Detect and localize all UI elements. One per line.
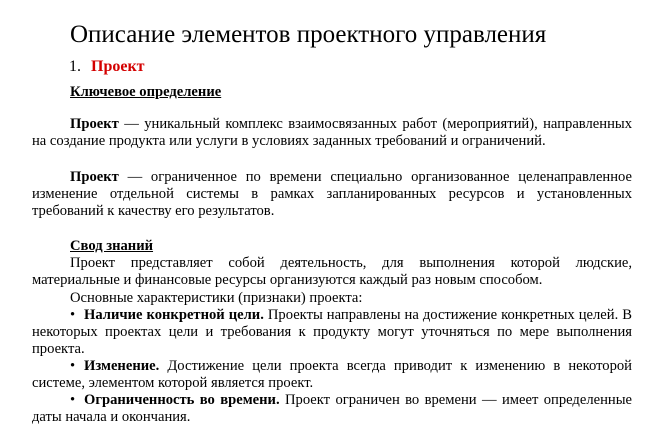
bullet-term-2: Изменение. [84,358,160,374]
section-name: Проект [91,58,145,75]
bullet-icon: • [70,358,76,374]
bullet-icon: • [70,307,76,323]
page-title: Описание элементов проектного управления [70,21,547,48]
definition-text-2: — ограниченное по времени специально организованное целенаправленное изменение отдельной системы в рамках запланированных ресурсов и установленных требований к качеству его результатов. [32,169,632,219]
bullet-icon: • [70,392,76,408]
definition-term-1: Проект [70,116,119,132]
knowledge-intro [32,255,632,289]
definition-text-1: — уникальный комплекс взаимосвязанных работ (мероприятий), направленных на создание продукта или услуги в условиях заданных требований и ограничений. [32,116,632,149]
bullet-text-1: Проекты направлены на достижение конкретных целей. В некоторых проектах цели и требования к продукту могут уточняться по мере выполнения проекта. [32,307,633,357]
definition-term-2: Проект [70,169,119,185]
characteristics-label [32,290,632,307]
bullet-term-3: Ограниченность во времени. [84,392,280,408]
section-number: 1. [69,58,81,75]
knowledge-intro-text: Проект представляет собой деятельность, для выполнения которой людские, материальные и финансовые ресурсы организуются каждый раз новым способом. [32,255,632,288]
list-item [32,358,632,392]
definition-heading: Ключевое определение [70,84,222,100]
bullet-term-1: Наличие конкретной цели. [84,307,264,323]
knowledge-heading: Свод знаний [70,238,154,254]
definition-paragraph-2 [32,169,632,220]
characteristics-label-text: Основные характеристики (признаки) проекта: [70,290,363,306]
list-item [32,307,632,358]
list-item [32,392,632,426]
bullet-text-3: Проект ограничен во времени — имеет определенные даты начала и окончания. [32,392,632,425]
section-heading [69,57,145,77]
definition-paragraph-1 [32,116,632,150]
bullet-text-2: Достижение цели проекта всегда приводит к изменению в некоторой системе, элементом которой является проект. [32,358,632,391]
